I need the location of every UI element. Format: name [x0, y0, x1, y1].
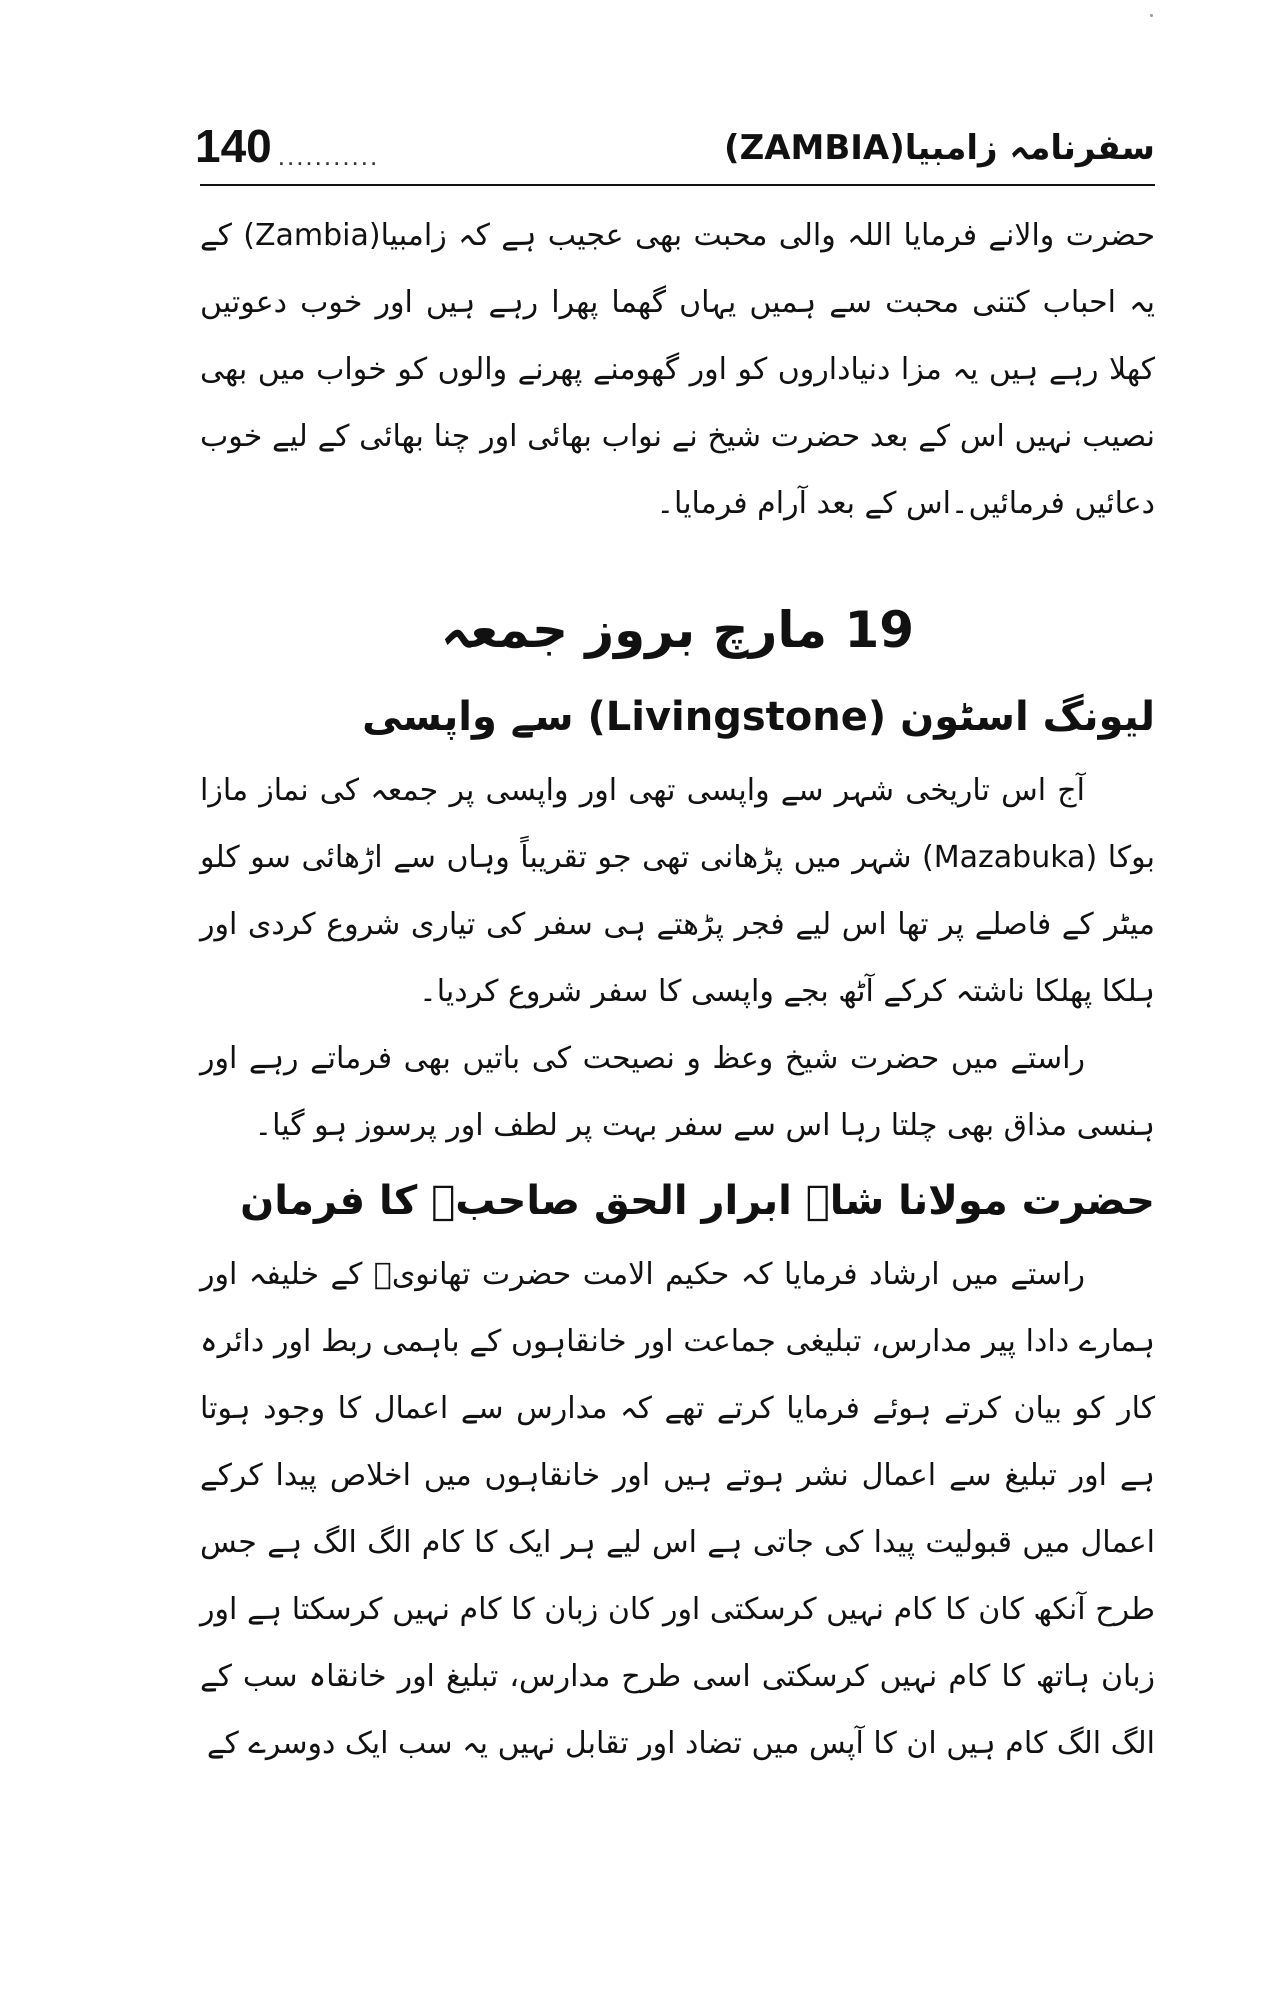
paragraph-intro: حضرت والانے فرمایا اللہ والی محبت بھی عجیب ہے کہ زامبیا(Zambia) کے یہ احباب کتنی محبت سے ہمیں یہاں گھما پھرا رہے ہیں اور خوب دعوتیں کھلا رہے ہیں یہ مزا دنیاداروں کو اور گھومنے پھرنے والوں کو خواب میں بھی نصیب نہیں اس کے بعد حضرت شیخ نے نواب بھائی اور چنا بھائی کے لیے خوب دعائیں فرمائیں۔اس کے بعد آرام فرمایا۔ — [200, 218, 1155, 521]
section-heading-farman: حضرت مولانا شاہ ابرار الحق صاحبؒ کا فرمان — [240, 1178, 1155, 1224]
paragraph-on-the-way: راستے میں حضرت شیخ وعظ و نصیحت کی باتیں بھی فرماتے رہے اور ہنسی مذاق بھی چلتا رہا اس سے سفر بہت پر لطف اور پرسوز ہو گیا۔ — [200, 1041, 1155, 1143]
date-heading: 19 مارچ بروز جمعہ — [440, 601, 915, 659]
page-number: 140 — [195, 120, 272, 172]
scan-speck — [1150, 14, 1153, 17]
header-rule — [200, 184, 1155, 186]
running-title: سفرنامہ زامبیا(ZAMBIA) — [724, 128, 1155, 168]
paragraph-farman: راستے میں ارشاد فرمایا کہ حکیم الامت حضرت تھانویؒ کے خلیفہ اور ہمارے دادا پیر مدارس، تبلیغی جماعت اور خانقاہوں کے باہمی ربط اور دائرہ کار کو بیان کرتے ہوئے فرمایا کرتے تھے کہ مدارس سے اعمال کا وجود ہوتا ہے اور تبلیغ سے اعمال نشر ہوتے ہیں اور خانقاہوں میں اخلاص پیدا کرکے اعمال میں قبولیت پیدا کی جاتی ہے اس لیے ہر ایک کا کام الگ الگ ہے جس طرح آنکھ کان کا کام نہیں کرسکتی اور کان زبان کا کام نہیں کرسکتا ہے اور زبان ہاتھ کا کام نہیں کرسکتی اسی طرح مدارس، تبلیغ اور خانقاہ سب کے الگ الگ کام ہیں ان کا آپس میں تضاد اور تقابل نہیں یہ سب ایک دوسرے کے — [200, 1257, 1155, 1761]
paragraph-return-journey: آج اس تاریخی شہر سے واپسی تھی اور واپسی پر جمعہ کی نماز مازا بوکا (Mazabuka) شہر میں پڑھانی تھی جو تقریباً وہاں سے اڑھائی سو کلو میٹر کے فاصلے پر تھا اس لیے فجر پڑھتے ہی سفر کی تیاری شروع کردی اور ہلکا پھلکا ناشتہ کرکے آٹھ بجے واپسی کا سفر شروع کردیا۔ — [200, 773, 1155, 1009]
section-heading-livingstone: لیونگ اسٹون (Livingstone) سے واپسی — [362, 694, 1155, 740]
page-body — [200, 198, 1155, 1777]
header-dots: ........... — [277, 141, 380, 171]
page-header — [195, 112, 1155, 172]
page-number-group — [195, 120, 379, 172]
